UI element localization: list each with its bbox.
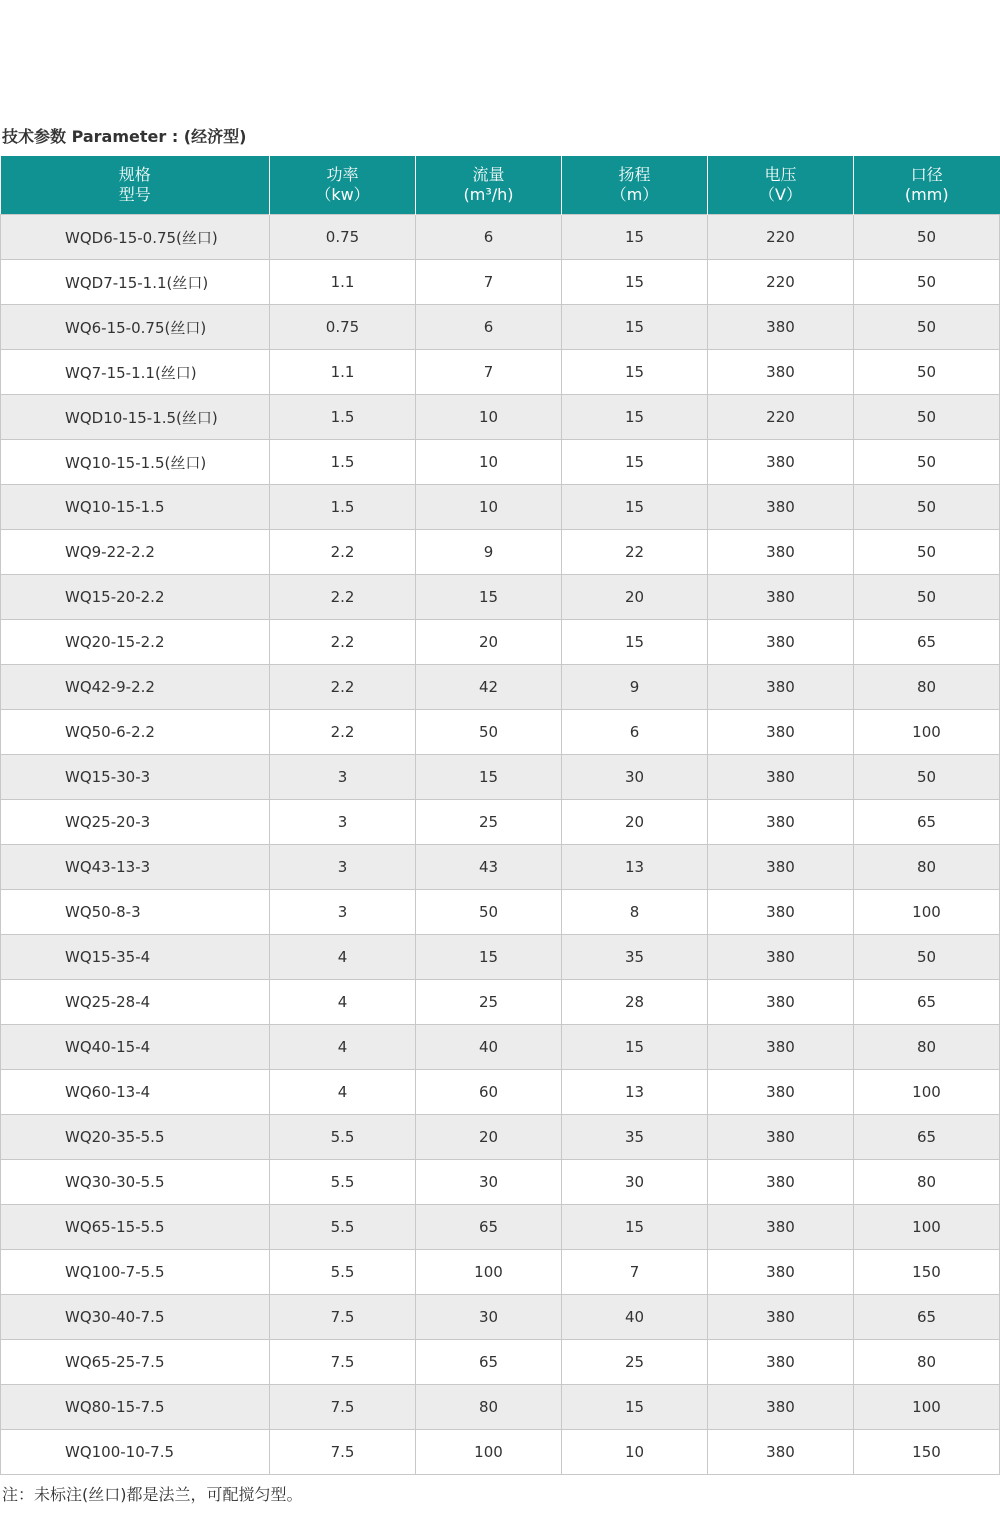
- cell-flow: 15: [416, 575, 562, 620]
- table-row: [1, 530, 1000, 575]
- cell-flow: 30: [416, 1295, 562, 1340]
- cell-flow: 20: [416, 1115, 562, 1160]
- cell-head: 15: [562, 350, 708, 395]
- cell-voltage: 380: [708, 935, 854, 980]
- cell-caliber: 150: [854, 1250, 1000, 1295]
- cell-flow: 43: [416, 845, 562, 890]
- cell-power: 7.5: [270, 1340, 416, 1385]
- table-row: [1, 1115, 1000, 1160]
- table-header: [1, 156, 1000, 215]
- cell-voltage: 380: [708, 1160, 854, 1205]
- cell-head: 8: [562, 890, 708, 935]
- header-caliber-label: 口径: [910, 165, 943, 184]
- cell-caliber: 80: [854, 1025, 1000, 1070]
- cell-voltage: 380: [708, 1385, 854, 1430]
- table-row: [1, 1340, 1000, 1385]
- cell-model: WQ15-30-3: [1, 755, 270, 800]
- cell-power: 1.5: [270, 440, 416, 485]
- cell-head: 28: [562, 980, 708, 1025]
- cell-flow: 25: [416, 980, 562, 1025]
- cell-voltage: 380: [708, 620, 854, 665]
- cell-power: 1.5: [270, 485, 416, 530]
- cell-flow: 30: [416, 1160, 562, 1205]
- cell-head: 15: [562, 485, 708, 530]
- cell-flow: 6: [416, 305, 562, 350]
- cell-head: 15: [562, 620, 708, 665]
- cell-model: WQD6-15-0.75(丝口): [1, 215, 270, 260]
- cell-power: 7.5: [270, 1430, 416, 1475]
- cell-head: 10: [562, 1430, 708, 1475]
- cell-power: 0.75: [270, 215, 416, 260]
- cell-flow: 50: [416, 710, 562, 755]
- cell-model: WQ80-15-7.5: [1, 1385, 270, 1430]
- cell-head: 35: [562, 935, 708, 980]
- cell-model: WQ6-15-0.75(丝口): [1, 305, 270, 350]
- cell-flow: 100: [416, 1250, 562, 1295]
- cell-caliber: 50: [854, 935, 1000, 980]
- cell-power: 4: [270, 1025, 416, 1070]
- header-power-label: 功率: [326, 165, 359, 184]
- cell-caliber: 50: [854, 260, 1000, 305]
- cell-model: WQ30-30-5.5: [1, 1160, 270, 1205]
- cell-flow: 80: [416, 1385, 562, 1430]
- cell-voltage: 380: [708, 350, 854, 395]
- table-header-row: [1, 156, 1000, 215]
- cell-voltage: 220: [708, 260, 854, 305]
- cell-flow: 25: [416, 800, 562, 845]
- cell-head: 15: [562, 215, 708, 260]
- table-body: [1, 215, 1000, 1475]
- cell-caliber: 50: [854, 305, 1000, 350]
- cell-head: 20: [562, 800, 708, 845]
- table-row: [1, 980, 1000, 1025]
- cell-model: WQ20-35-5.5: [1, 1115, 270, 1160]
- cell-head: 30: [562, 755, 708, 800]
- cell-power: 1.1: [270, 260, 416, 305]
- cell-head: 15: [562, 1025, 708, 1070]
- table-row: [1, 305, 1000, 350]
- cell-power: 4: [270, 980, 416, 1025]
- cell-model: WQ65-25-7.5: [1, 1340, 270, 1385]
- cell-flow: 20: [416, 620, 562, 665]
- cell-head: 13: [562, 1070, 708, 1115]
- cell-voltage: 380: [708, 575, 854, 620]
- cell-flow: 15: [416, 935, 562, 980]
- cell-caliber: 100: [854, 890, 1000, 935]
- cell-power: 5.5: [270, 1160, 416, 1205]
- cell-voltage: 380: [708, 485, 854, 530]
- cell-head: 15: [562, 1385, 708, 1430]
- parameter-table: [0, 156, 1000, 1475]
- cell-caliber: 100: [854, 1385, 1000, 1430]
- cell-head: 13: [562, 845, 708, 890]
- cell-voltage: 380: [708, 1205, 854, 1250]
- cell-caliber: 65: [854, 1115, 1000, 1160]
- cell-flow: 10: [416, 440, 562, 485]
- cell-voltage: 220: [708, 395, 854, 440]
- table-row: [1, 755, 1000, 800]
- cell-power: 2.2: [270, 665, 416, 710]
- cell-model: WQ30-40-7.5: [1, 1295, 270, 1340]
- cell-caliber: 80: [854, 845, 1000, 890]
- cell-model: WQ50-8-3: [1, 890, 270, 935]
- cell-voltage: 380: [708, 530, 854, 575]
- cell-flow: 10: [416, 485, 562, 530]
- cell-voltage: 220: [708, 215, 854, 260]
- cell-head: 6: [562, 710, 708, 755]
- cell-voltage: 380: [708, 1295, 854, 1340]
- cell-caliber: 50: [854, 350, 1000, 395]
- cell-head: 15: [562, 440, 708, 485]
- cell-model: WQ15-20-2.2: [1, 575, 270, 620]
- cell-model: WQ20-15-2.2: [1, 620, 270, 665]
- cell-caliber: 100: [854, 710, 1000, 755]
- cell-caliber: 150: [854, 1430, 1000, 1475]
- cell-power: 2.2: [270, 575, 416, 620]
- cell-head: 15: [562, 1205, 708, 1250]
- cell-caliber: 50: [854, 530, 1000, 575]
- cell-flow: 100: [416, 1430, 562, 1475]
- header-model: [1, 156, 270, 215]
- cell-head: 15: [562, 395, 708, 440]
- cell-model: WQ9-22-2.2: [1, 530, 270, 575]
- cell-voltage: 380: [708, 890, 854, 935]
- table-row: [1, 260, 1000, 305]
- cell-power: 2.2: [270, 620, 416, 665]
- header-caliber: [854, 156, 1000, 215]
- page-title: 技术参数 Parameter : (经济型): [2, 127, 247, 146]
- cell-head: 35: [562, 1115, 708, 1160]
- cell-power: 3: [270, 800, 416, 845]
- table-row: [1, 395, 1000, 440]
- cell-flow: 42: [416, 665, 562, 710]
- table-row: [1, 800, 1000, 845]
- table-row: [1, 1025, 1000, 1070]
- header-power-unit: （kw）: [315, 185, 370, 204]
- table-row: [1, 620, 1000, 665]
- cell-head: 7: [562, 1250, 708, 1295]
- cell-voltage: 380: [708, 305, 854, 350]
- cell-voltage: 380: [708, 980, 854, 1025]
- cell-caliber: 50: [854, 485, 1000, 530]
- cell-power: 3: [270, 845, 416, 890]
- header-caliber-unit: (mm): [904, 185, 949, 204]
- cell-caliber: 65: [854, 980, 1000, 1025]
- cell-caliber: 50: [854, 395, 1000, 440]
- cell-flow: 7: [416, 260, 562, 305]
- cell-voltage: 380: [708, 1430, 854, 1475]
- cell-flow: 9: [416, 530, 562, 575]
- header-head-label: 扬程: [618, 165, 651, 184]
- cell-model: WQD10-15-1.5(丝口): [1, 395, 270, 440]
- cell-head: 9: [562, 665, 708, 710]
- cell-caliber: 65: [854, 1295, 1000, 1340]
- cell-caliber: 80: [854, 665, 1000, 710]
- cell-caliber: 80: [854, 1160, 1000, 1205]
- table-row: [1, 215, 1000, 260]
- cell-caliber: 100: [854, 1070, 1000, 1115]
- cell-flow: 40: [416, 1025, 562, 1070]
- table-row: [1, 1250, 1000, 1295]
- cell-head: 40: [562, 1295, 708, 1340]
- cell-model: WQ25-28-4: [1, 980, 270, 1025]
- table-row: [1, 710, 1000, 755]
- cell-voltage: 380: [708, 1340, 854, 1385]
- cell-power: 7.5: [270, 1385, 416, 1430]
- cell-power: 5.5: [270, 1115, 416, 1160]
- cell-model: WQ100-10-7.5: [1, 1430, 270, 1475]
- cell-flow: 65: [416, 1340, 562, 1385]
- table-row: [1, 1160, 1000, 1205]
- cell-caliber: 50: [854, 440, 1000, 485]
- table-row: [1, 1430, 1000, 1475]
- table-row: [1, 845, 1000, 890]
- footnote: 注：未标注(丝口)都是法兰，可配搅匀型。: [2, 1485, 303, 1504]
- cell-power: 7.5: [270, 1295, 416, 1340]
- header-voltage-unit: （V）: [759, 185, 802, 204]
- cell-power: 0.75: [270, 305, 416, 350]
- cell-power: 5.5: [270, 1250, 416, 1295]
- cell-caliber: 50: [854, 755, 1000, 800]
- cell-caliber: 65: [854, 800, 1000, 845]
- table-row: [1, 1205, 1000, 1250]
- table-row: [1, 1385, 1000, 1430]
- cell-caliber: 50: [854, 215, 1000, 260]
- header-flow: [416, 156, 562, 215]
- cell-head: 22: [562, 530, 708, 575]
- cell-flow: 6: [416, 215, 562, 260]
- cell-model: WQ100-7-5.5: [1, 1250, 270, 1295]
- header-head-unit: （m）: [610, 185, 659, 204]
- cell-power: 4: [270, 935, 416, 980]
- cell-model: WQ15-35-4: [1, 935, 270, 980]
- cell-caliber: 65: [854, 620, 1000, 665]
- table-row: [1, 485, 1000, 530]
- cell-head: 25: [562, 1340, 708, 1385]
- cell-voltage: 380: [708, 845, 854, 890]
- cell-model: WQ42-9-2.2: [1, 665, 270, 710]
- cell-flow: 65: [416, 1205, 562, 1250]
- table-row: [1, 1295, 1000, 1340]
- cell-flow: 50: [416, 890, 562, 935]
- cell-voltage: 380: [708, 665, 854, 710]
- cell-flow: 60: [416, 1070, 562, 1115]
- cell-caliber: 50: [854, 575, 1000, 620]
- cell-model: WQ65-15-5.5: [1, 1205, 270, 1250]
- cell-voltage: 380: [708, 710, 854, 755]
- table-row: [1, 1070, 1000, 1115]
- table-row: [1, 890, 1000, 935]
- cell-caliber: 80: [854, 1340, 1000, 1385]
- table-row: [1, 935, 1000, 980]
- cell-power: 2.2: [270, 530, 416, 575]
- cell-voltage: 380: [708, 1115, 854, 1160]
- cell-model: WQ7-15-1.1(丝口): [1, 350, 270, 395]
- header-flow-unit: (m³/h): [463, 185, 514, 204]
- header-power: [270, 156, 416, 215]
- cell-voltage: 380: [708, 1070, 854, 1115]
- cell-model: WQ60-13-4: [1, 1070, 270, 1115]
- header-model-unit: 型号: [118, 185, 151, 204]
- cell-model: WQ10-15-1.5: [1, 485, 270, 530]
- cell-head: 30: [562, 1160, 708, 1205]
- cell-head: 15: [562, 260, 708, 305]
- cell-model: WQ40-15-4: [1, 1025, 270, 1070]
- header-flow-label: 流量: [472, 165, 505, 184]
- cell-head: 20: [562, 575, 708, 620]
- cell-flow: 7: [416, 350, 562, 395]
- header-voltage: [708, 156, 854, 215]
- cell-flow: 10: [416, 395, 562, 440]
- table-row: [1, 575, 1000, 620]
- cell-power: 1.1: [270, 350, 416, 395]
- table-row: [1, 665, 1000, 710]
- header-model-label: 规格: [118, 165, 151, 184]
- cell-model: WQ10-15-1.5(丝口): [1, 440, 270, 485]
- cell-flow: 15: [416, 755, 562, 800]
- cell-voltage: 380: [708, 755, 854, 800]
- header-voltage-label: 电压: [764, 165, 797, 184]
- cell-voltage: 380: [708, 1250, 854, 1295]
- cell-voltage: 380: [708, 800, 854, 845]
- table-row: [1, 350, 1000, 395]
- cell-head: 15: [562, 305, 708, 350]
- cell-power: 2.2: [270, 710, 416, 755]
- cell-model: WQ43-13-3: [1, 845, 270, 890]
- cell-power: 3: [270, 890, 416, 935]
- cell-power: 4: [270, 1070, 416, 1115]
- cell-power: 5.5: [270, 1205, 416, 1250]
- cell-voltage: 380: [708, 1025, 854, 1070]
- cell-model: WQ25-20-3: [1, 800, 270, 845]
- cell-power: 3: [270, 755, 416, 800]
- table-row: [1, 440, 1000, 485]
- cell-power: 1.5: [270, 395, 416, 440]
- header-head: [562, 156, 708, 215]
- cell-caliber: 100: [854, 1205, 1000, 1250]
- cell-model: WQ50-6-2.2: [1, 710, 270, 755]
- cell-model: WQD7-15-1.1(丝口): [1, 260, 270, 305]
- cell-voltage: 380: [708, 440, 854, 485]
